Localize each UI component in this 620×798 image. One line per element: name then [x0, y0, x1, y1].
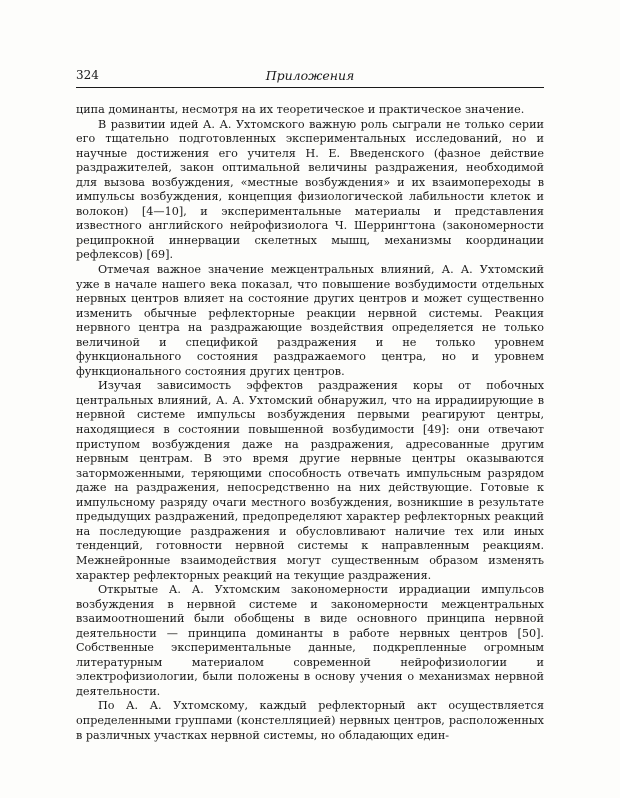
header-rule [76, 87, 544, 88]
paragraph-continuation: ципа доминанты, несмотря на их теоретическое и практическое значение. [76, 103, 525, 116]
paragraph: В развитии идей А. А. Ухтомского важную роль сыграли не только серии его тщательно подготовленных экспериментальных исследований, но и научные достижения его учителя Н. Е. Введенского (фазное действие раздражителей, закон оптимальной величины раздражения, необходимой для вызова возбуждения, «местные возбуждения» и их взаимопереходы в импульсы возбуждения, концепция физиологической лабильности клеток и волокон) [4—10], и экспериментальные материалы и представления известного английского нейрофизиолога Ч. Шеррингтона (закономерности реципрокной иннервации скелетных мышц, механизмы координации рефлексов) [69]. [76, 117, 544, 262]
paragraph: Изучая зависимость эффектов раздражения коры от побочных центральных влияний, А. А. Ухтомский обнаружил, что на иррадиирующие в нервной системе импульсы возбуждения первыми реагируют центры, находящиеся в состоянии повышенной возбудимости [49]: они отвечают приступом возбуждения даже на раздражения, адресованные другим нервным центрам. В это время другие нервные центры оказываются заторможенными, теряющими способность отвечать импульсным разрядом даже на раздражения, непосредственно на них действующие. Готовые к импульсному разряду очаги местного возбуждения, возникшие в результате предыдущих раздражений, предопределяют характер рефлекторных реакций на последующие раздражения и обусловливают наличие тех или иных тенденций, готовности нервной системы к направленным реакциям. Межнейронные взаимодействия могут существенным образом изменять характер рефлекторных реакций на текущие раздражения. [76, 379, 544, 582]
paragraph: По А. А. Ухтомскому, каждый рефлекторный акт осуществляется определенными группами (констелляцией) нервных центров, расположенных в различных участках нервной системы, но обладающих един- [76, 699, 544, 742]
paragraph: Отмечая важное значение межцентральных влияний, А. А. Ухтомский уже в начале нашего века показал, что повышение возбудимости отдельных нервных центров влияет на состояние других центров и может существенно изменить обычные рефлекторные реакции нервной системы. Реакция нервного центра на раздражающие воздействия определяется не только величиной и спецификой раздражения и не только уровнем функционального состояния раздражаемого центра, но и уровнем функционального состояния других центров. [76, 263, 544, 378]
paragraph: Открытые А. А. Ухтомским закономерности иррадиации импульсов возбуждения в нервной системе и закономерности межцентральных взаимоотношений были обобщены в виде основного принципа нервной деятельности — принципа доминанты в работе нервных центров [50]. Собственные экспериментальные данные, подкрепленные огромным литературным материалом современной нейрофизиологии и электрофизиологии, были положены в основу учения о механизмах нервной деятельности. [76, 583, 544, 698]
page-number: 324 [76, 68, 99, 82]
page-header [76, 68, 544, 86]
running-title: Приложения [265, 68, 355, 83]
body-text [76, 103, 544, 743]
